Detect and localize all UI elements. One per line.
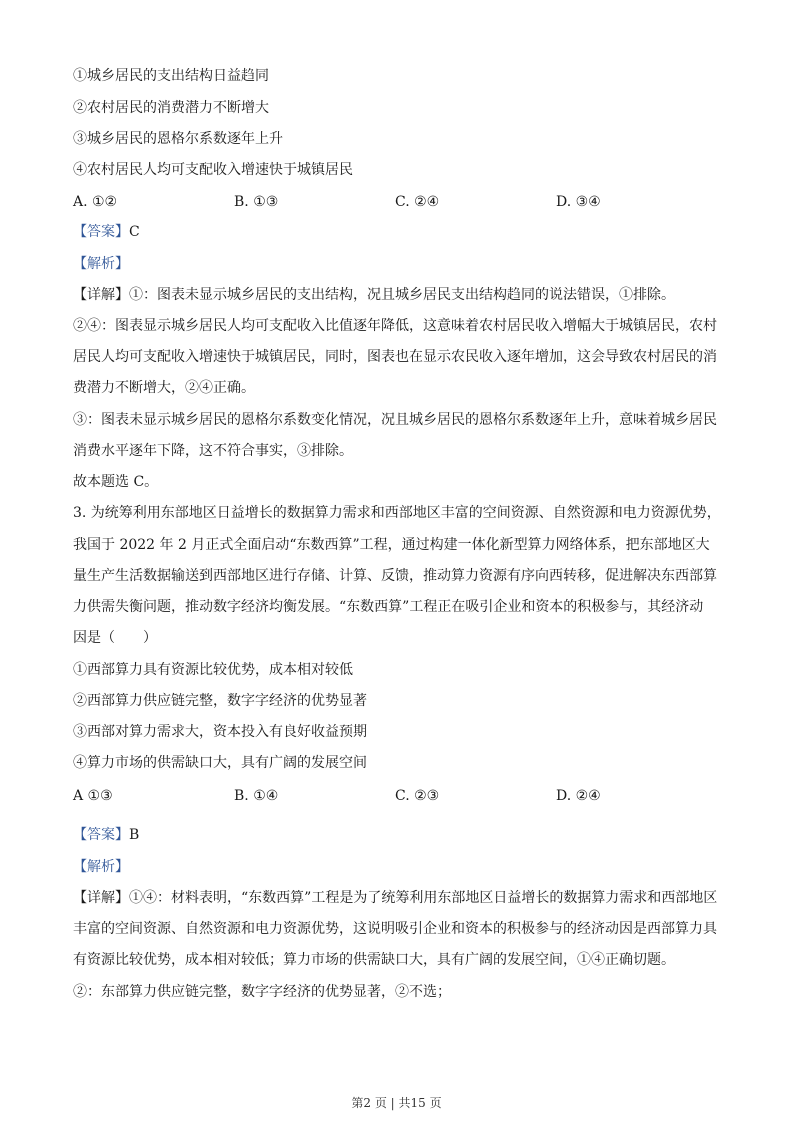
q2-option-a: A. ①② <box>73 194 118 210</box>
q3-option-b: B. ①④ <box>234 788 279 804</box>
q3-detail-line-4: ②：东部算力供应链完整，数字字经济的优势显著，②不选； <box>73 984 451 1000</box>
q3-stem-line-1: 3. 为统筹利用东部地区日益增长的数据算力需求和西部地区丰富的空间资源、自然资源和电力资源优势， <box>73 505 721 521</box>
q3-item-3: ③西部对算力需求大，资本投入有良好收益预期 <box>73 724 367 740</box>
q3-stem-line-4: 力供需失衡问题，推动数字经济均衡发展。“东数西算”工程正在吸引企业和资本的积极参与，其经济动 <box>73 599 704 615</box>
q2-detail-line-6: 消费水平逐年下降，这不符合事实，③排除。 <box>73 443 353 459</box>
q2-detail-line-1 <box>73 285 675 305</box>
q3-stem-line-2: 我国于 2022 年 2 月正式全面启动“东数西算”工程，通过构建一体化新型算力网络体系，把东部地区大 <box>73 537 710 553</box>
q2-detail-label: 【详解】 <box>73 287 129 303</box>
q2-item-2: ②农村居民的消费潜力不断增大 <box>73 100 269 116</box>
q3-option-d: D. ②④ <box>556 788 601 804</box>
q2-conclusion: 故本题选 C。 <box>73 474 159 490</box>
q3-detail-line-3: 有资源比较优势，成本相对较低；算力市场的供需缺口大，具有广阔的发展空间，①④正确切题。 <box>73 952 675 968</box>
q3-item-1: ①西部算力具有资源比较优势，成本相对较低 <box>73 662 353 678</box>
q2-item-4: ④农村居民人均可支配收入增速快于城镇居民 <box>73 162 353 178</box>
q2-answer-value: C <box>129 224 140 240</box>
q2-item-3: ③城乡居民的恩格尔系数逐年上升 <box>73 131 283 147</box>
q3-stem-line-3: 量生产生活数据输送到西部地区进行存储、计算、反馈，推动算力资源有序向西转移，促进解决东西部算 <box>73 568 717 584</box>
q3-detail-text-1: ①④：材料表明，“东数西算”工程是为了统筹利用东部地区日益增长的数据算力需求和西部地区 <box>129 890 718 906</box>
page-footer: 第2 页 | 共15 页 <box>351 1096 442 1110</box>
q3-stem-line-5: 因是（ ） <box>73 630 157 646</box>
q3-item-4: ④算力市场的供需缺口大，具有广阔的发展空间 <box>73 755 367 771</box>
q2-answer <box>73 222 140 242</box>
q3-detail-label: 【详解】 <box>73 890 129 906</box>
q2-detail-line-4: 费潜力不断增大，②④正确。 <box>73 380 255 396</box>
q3-option-a: A ①③ <box>73 788 113 804</box>
q3-detail-line-1 <box>73 888 717 908</box>
q3-answer-label: 【答案】 <box>73 827 129 843</box>
q2-analysis-label: 【解析】 <box>73 256 129 272</box>
q3-detail-line-2: 丰富的空间资源、自然资源和电力资源优势，这说明吸引企业和资本的积极参与的经济动因是西部算力具 <box>73 921 717 937</box>
q2-item-1: ①城乡居民的支出结构日益趋同 <box>73 68 269 84</box>
q2-detail-line-3: 居民人均可支配收入增速快于城镇居民，同时，图表也在显示农民收入逐年增加，这会导致农村居民的消 <box>73 349 717 365</box>
q2-option-b: B. ①③ <box>234 194 279 210</box>
q2-option-c: C. ②④ <box>395 194 440 210</box>
q2-detail-line-2: ②④：图表显示城乡居民人均可支配收入比值逐年降低，这意味着农村居民收入增幅大于城镇居民，农村 <box>73 318 717 334</box>
q2-answer-label: 【答案】 <box>73 224 129 240</box>
q2-detail-text-1: ①：图表未显示城乡居民的支出结构，况且城乡居民支出结构趋同的说法错误，①排除。 <box>129 287 675 303</box>
q3-analysis-label: 【解析】 <box>73 859 129 875</box>
q2-detail-line-5: ③：图表未显示城乡居民的恩格尔系数变化情况，况且城乡居民的恩格尔系数逐年上升，意味着城乡居民 <box>73 412 717 428</box>
q3-item-2: ②西部算力供应链完整，数字字经济的优势显著 <box>73 693 367 709</box>
q3-answer <box>73 825 139 845</box>
q3-answer-value: B <box>129 827 140 843</box>
q3-option-c: C. ②③ <box>395 788 440 804</box>
q2-option-d: D. ③④ <box>556 194 601 210</box>
